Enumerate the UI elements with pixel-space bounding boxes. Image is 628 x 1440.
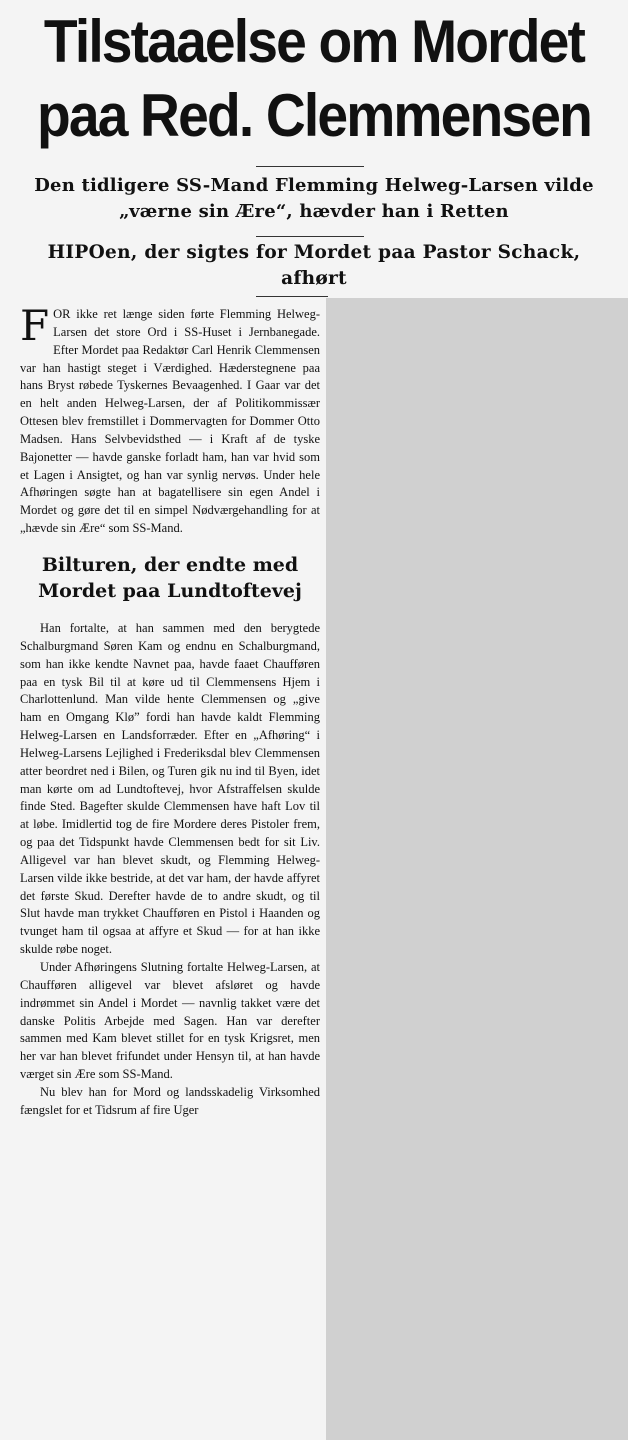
- subheadline-1-line-2: „værne sin Ære“, hævder han i Retten: [119, 201, 509, 222]
- subheadline-2-line-1: HIPOen, der sigtes for Mordet paa Pastor Schack,: [47, 242, 581, 263]
- subheadline-2-line-2: afhørt: [281, 268, 347, 289]
- section-heading-line-1: Bilturen, der endte med: [41, 553, 299, 576]
- headline-line-1: Tilstaaelse om Mordet: [43, 8, 585, 75]
- headline-line-2: paa Red. Clemmensen: [36, 82, 592, 149]
- article-paragraph-1: [20, 301, 320, 538]
- subheadline-1-line-1: Den tidligere SS-Mand Flemming Helweg-Larsen vilde: [34, 175, 594, 196]
- paragraph-text: OR ikke ret længe siden førte Flemming Helweg-Larsen det store Ord i SS-Huset i Jernbanegade. Efter Mordet paa Redaktør Carl Henrik Clemmensen var han hastigt steget i Værdighed. Hæderstegnene paa hans Bryst røbede Tyskernes Bevaagenhed. I Gaar var det en helt anden Helweg-Larsen, der af Politikommissær Ottesen blev fremstillet i Dommervagten for Dommer Otto Madsen. Hans Selvbevidsthed — i Kraft af de tyske Bajonetter — havde ganske forladt ham, han var hvid som et Lagen i Ansigtet, og han var synlig nervøs. Under hele Afhøringen søgte han at bagatellisere sin egen Andel i Mordet og gøre det til en simpel Nødværgehandling for at „hævde sin Ære“ som SS-Mand.: [20, 307, 320, 536]
- divider-rule: [256, 236, 364, 237]
- section-heading: [20, 552, 320, 604]
- blank-area: [326, 298, 628, 1440]
- article-paragraph-3: Under Afhøringens Slutning fortalte Helweg-Larsen, at Chaufføren alligevel var blevet afsløret og havde indrømmet sin Andel i Mordet — navnlig takket være det danske Politis Arbejde med Sagen. Han var derefter sammen med Kam blevet stillet for en tysk Krigsret, men her var han blevet frifundet under Hensyn til, at han havde værget sin Ære som SS-Mand.: [20, 960, 320, 1082]
- divider-rule: [256, 296, 328, 297]
- article-paragraph-2: Han fortalte, at han sammen med den berygtede Schalburgmand Søren Kam og endnu en Schalburgmand, som han ikke kendte Navnet paa, havde faaet Chaufføren paa en tysk Bil til at køre ud til Clemmensens Hjem i Charlottenlund. Man vilde hente Clemmensen og „give ham en Omgang Kløˮ fordi han havde kaldt Flemming Helweg-Larsen en Landsforræder. Efter en „Afhøring“ i Helweg-Larsens Lejlighed i Frederiksdal blev Clemmensen atter beordret ned i Bilen, og Turen gik nu ind til Byen, idet man kørte om ad Lundtoftevej, hvor Afstraffelsen skulde finde Sted. Bagefter skulde Clemmensen have haft Lov til at løbe. Imidlertid tog de fire Mordere deres Pistoler frem, og paa det Tidspunkt havde Clemmensen bedt for sit Liv. Alligevel var han blevet skudt, og Flemming Helweg-Larsen vilde ikke bestride, at det var ham, der havde affyret det første Skud. Derefter havde de to andre skudt, og til Slut havde man trykket Chaufføren en Pistol i Haanden og tvunget ham til ogsaa at affyre et Skud — for at han ikke skulde røbe noget.: [20, 620, 320, 957]
- drop-cap: F: [20, 301, 50, 350]
- section-heading-line-2: Mordet paa Lundtoftevej: [38, 579, 302, 602]
- article-body: [20, 301, 320, 1120]
- divider-rule: [256, 166, 364, 167]
- article-paragraph-4: Nu blev han for Mord og landsskadelig Virksomhed fængslet for et Tidsrum af fire Uger: [20, 1084, 320, 1117]
